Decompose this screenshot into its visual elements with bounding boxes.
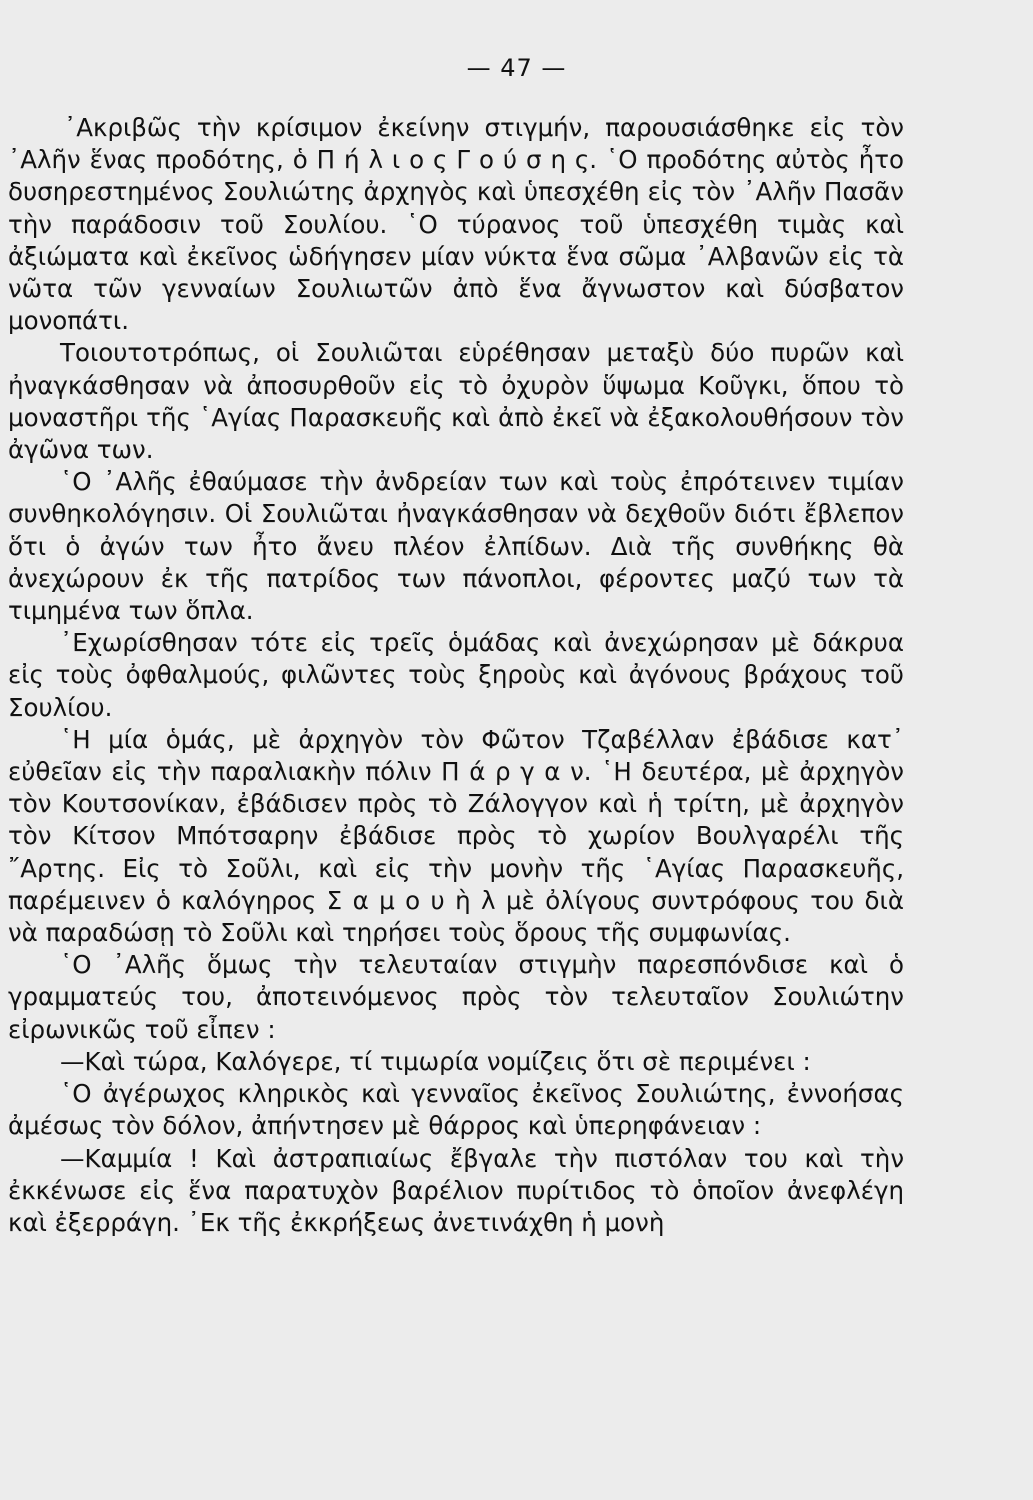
paragraph-2: Τοιουτοτρόπως, οἱ Σουλιῶται εὑρέθησαν μεταξὺ δύο πυρῶν καὶ ἠναγκάσθησαν νὰ ἀποσυρθοῦν εἰς τὸ ὀχυρὸν ὕψωμα Κοῦγκι, ὅπου τὸ μοναστῆρι τῆς ῾Αγίας Παρασκευῆς καὶ ἀπὸ ἐκεῖ νὰ ἐξακολουθήσουν τὸν ἀγῶνα των. bbox=[8, 338, 904, 465]
page-number: — 47 — bbox=[466, 54, 567, 82]
paragraph-4: ᾿Εχωρίσθησαν τότε εἰς τρεῖς ὁμάδας καὶ ἀνεχώρησαν μὲ δάκρυα εἰς τοὺς ὀφθαλμούς, φιλῶντες τοὺς ξηροὺς καὶ ἀγόνους βράχους τοῦ Σουλίου. bbox=[8, 628, 904, 722]
paragraph-6: ῾Ο ᾿Αλῆς ὅμως τὴν τελευταίαν στιγμὴν παρεσπόνδισε καὶ ὁ γραμματεύς του, ἀποτεινόμενος πρὸς τὸν τελευταῖον Σουλιώτην εἰρωνικῶς τοῦ εἶπεν : bbox=[8, 950, 904, 1044]
paragraph-5: ῾Η μία ὁμάς, μὲ ἀρχηγὸν τὸν Φῶτον Τζαβέλλαν ἐβάδισε κατ᾿ εὐθεῖαν εἰς τὴν παραλιακὴν πόλιν Π ά ρ γ α ν. ῾Η δευτέρα, μὲ ἀρχηγὸν τὸν Κουτσονίκαν, ἐβάδισεν πρὸς τὸ Ζάλογγον καὶ ἡ τρίτη, μὲ ἀρχηγὸν τὸν Κίτσον Μπότσαρην ἐβάδισε πρὸς τὸ χωρίον Βουλγαρέλι τῆς ῎Αρτης. Εἰς τὸ Σοῦλι, καὶ εἰς τὴν μονὴν τῆς ῾Αγίας Παρασκευῆς, παρέμεινεν ὁ καλόγηρος Σ α μ ο υ ὴ λ μὲ ὀλίγους συντρόφους του διὰ νὰ παραδώσῃ τὸ Σοῦλι καὶ τηρήσει τοὺς ὅρους τῆς συμφωνίας. bbox=[8, 724, 904, 948]
paragraph-3: ῾Ο ᾿Αλῆς ἐθαύμασε τὴν ἀνδρείαν των καὶ τοὺς ἐπρότεινεν τιμίαν συνθηκολόγησιν. Οἱ Σουλιῶται ἠναγκάσθησαν νὰ δεχθοῦν διότι ἔβλεπον ὅτι ὁ ἀγών των ἦτο ἄνευ πλέον ἐλπίδων. Διὰ τῆς συνθήκης θὰ ἀνεχώρουν ἐκ τῆς πατρίδος των πάνοπλοι, φέροντες μαζύ των τὰ τιμημένα των ὅπλα. bbox=[8, 467, 904, 626]
paragraph-7: —Καὶ τώρα, Καλόγερε, τί τιμωρία νομίζεις ὅτι σὲ περιμένει : bbox=[60, 1046, 811, 1076]
paragraph-9: —Καμμία ! Καὶ ἀστραπιαίως ἔβγαλε τὴν πιστόλαν του καὶ τὴν ἐκκένωσε εἰς ἕνα παρατυχὸν βαρέλιον πυρίτιδος τὸ ὁποῖον ἀνεφλέγη καὶ ἐξερράγη. ᾿Εκ τῆς ἐκκρήξεως ἀνετινάχθη ἡ μονὴ bbox=[8, 1143, 904, 1237]
paragraph-1: ᾿Ακριβῶς τὴν κρίσιμον ἐκείνην στιγμήν, παρουσιάσθηκε εἰς τὸν ᾿Αλῆν ἕνας προδότης, ὁ Π ή λ ι ο ς Γ ο ύ σ η ς. ῾Ο προδότης αὐτὸς ἦτο δυσηρεστημένος Σουλιώτης ἀρχηγὸς καὶ ὑπεσχέθη εἰς τὸν ᾿Αλῆν Πασᾶν τὴν παράδοσιν τοῦ Σουλίου. ῾Ο τύρανος τοῦ ὑπεσχέθη τιμὰς καὶ ἀξιώματα καὶ ἐκεῖνος ὡδήγησεν μίαν νύκτα ἕνα σῶμα ᾿Αλβανῶν εἰς τὰ νῶτα τῶν γενναίων Σουλιωτῶν ἀπὸ ἕνα ἄγνωστον καὶ δύσβατον μονοπάτι. bbox=[8, 113, 904, 336]
body-text bbox=[8, 112, 904, 1239]
paragraph-8: ῾Ο ἀγέρωχος κληρικὸς καὶ γενναῖος ἐκεῖνος Σουλιώτης, ἐννοήσας ἀμέσως τὸν δόλον, ἀπήντησεν μὲ θάρρος καὶ ὑπερηφάνειαν : bbox=[8, 1079, 904, 1141]
